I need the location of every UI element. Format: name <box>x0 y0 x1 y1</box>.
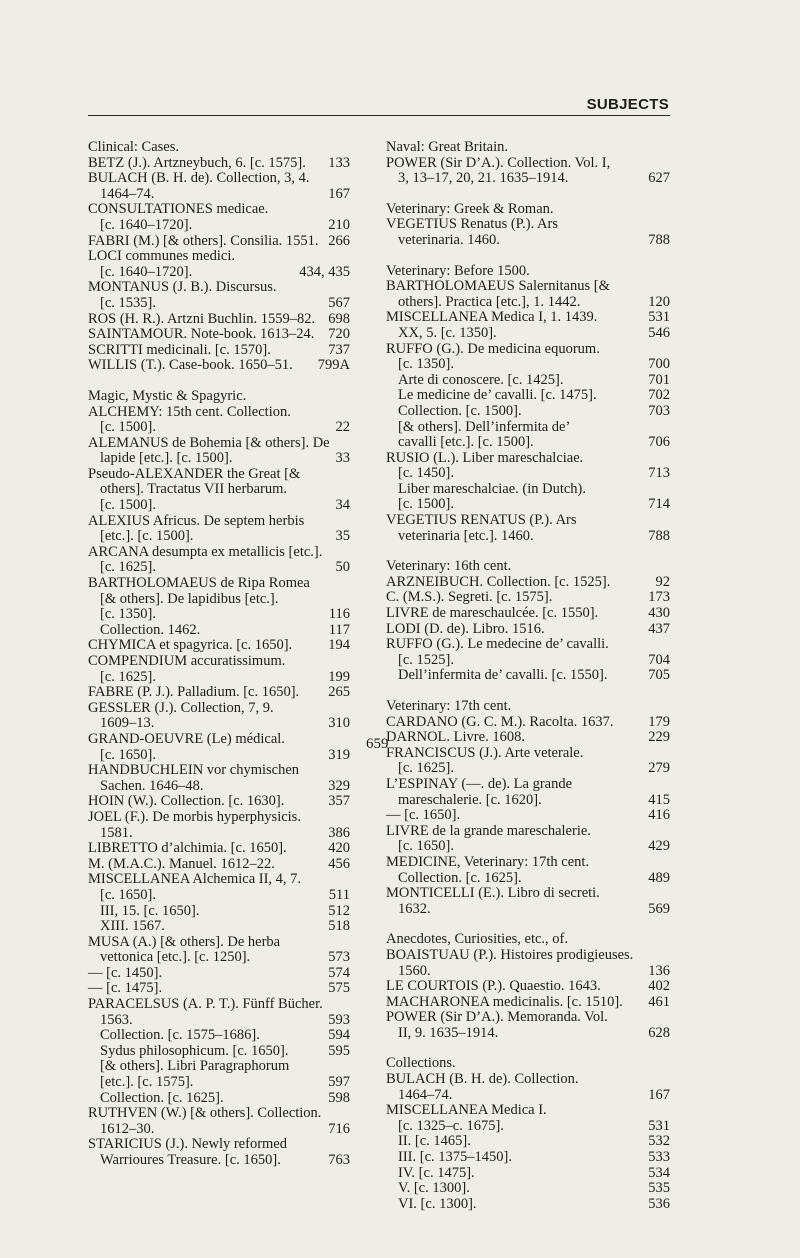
index-entry <box>88 312 350 328</box>
index-entry <box>88 794 350 810</box>
entry-text: V. [c. 1300]. <box>398 1180 470 1197</box>
entry-text: L’ESPINAY (—. de). La grande <box>386 775 573 792</box>
entry-text: [c. 1350]. <box>100 606 156 623</box>
entry-reference-number: 437 <box>648 620 670 637</box>
entry-text: BULACH (B. H. de). Collection, 3, 4. <box>88 170 310 187</box>
section-title: Magic, Mystic & Spagyric. <box>88 387 247 404</box>
entry-text: ALEMANUS de Bohemia [& others]. De <box>88 434 330 451</box>
entry-text: [c. 1525]. <box>398 651 454 668</box>
index-entry <box>386 777 670 808</box>
index-entry <box>386 606 670 622</box>
entry-reference-number: 799A <box>317 357 350 374</box>
entry-reference-number: 329 <box>328 777 350 794</box>
entry-text: MISCELLANEA Medica I. <box>386 1102 547 1119</box>
page-header: SUBJECTS <box>586 96 669 113</box>
entry-text: MUSA (A.) [& others]. De herba <box>88 933 281 950</box>
index-entry <box>88 545 350 576</box>
index-entry <box>88 1028 350 1044</box>
index-entry <box>88 234 350 250</box>
entry-reference-number: 598 <box>328 1089 350 1106</box>
entry-text: LOCI communes medici. <box>88 248 235 265</box>
right-column <box>386 140 670 1227</box>
entry-text: VEGETIUS Renatus (P.). Ars <box>386 216 558 233</box>
entry-text: Warrioures Treasure. [c. 1650]. <box>100 1152 281 1168</box>
entry-reference-number: 50 <box>335 559 350 576</box>
entry-text: LODI (D. de). Libro. 1516. <box>386 620 545 637</box>
index-entry <box>88 623 350 639</box>
index-entry <box>386 668 670 684</box>
index-entry <box>386 1134 670 1150</box>
index-entry <box>386 1103 670 1134</box>
index-entry <box>88 919 350 935</box>
entry-reference-number: 702 <box>648 387 670 404</box>
entry-reference-number: 593 <box>328 1011 350 1028</box>
entry-text: 1560. <box>398 962 431 979</box>
index-entry <box>88 997 350 1028</box>
entry-reference-number: 117 <box>328 621 350 638</box>
entry-reference-number: 266 <box>328 232 350 249</box>
entry-reference-number: 194 <box>328 637 350 654</box>
entry-reference-number: 116 <box>328 606 350 623</box>
section-title: Clinical: Cases. <box>88 139 180 155</box>
entry-text: Collection. [c. 1625]. <box>398 869 522 886</box>
index-entry <box>386 326 670 342</box>
section-title: Veterinary: Greek & Roman. <box>386 200 554 217</box>
index-entry <box>386 808 670 824</box>
entry-text: COMPENDIUM accuratissimum. <box>88 653 286 669</box>
entry-reference-number: 546 <box>648 324 670 341</box>
entry-text: others]. Tractatus VII herbarum. <box>100 481 287 498</box>
entry-text: BETZ (J.). Artzneybuch, 6. [c. 1575]. <box>88 154 306 171</box>
entry-reference-number: 173 <box>648 589 670 606</box>
entry-reference-number: 33 <box>335 450 350 467</box>
index-section <box>386 264 670 545</box>
entry-reference-number: 716 <box>328 1120 350 1137</box>
entry-reference-number: 698 <box>328 310 350 327</box>
entry-text: MEDICINE, Veterinary: 17th cent. <box>386 853 590 870</box>
entry-reference-number: 714 <box>648 496 670 513</box>
entry-reference-number: 167 <box>328 185 350 202</box>
entry-text: [c. 1625]. <box>398 760 454 777</box>
index-entry <box>88 249 350 280</box>
entry-text: M. (M.A.C.). Manuel. 1612–22. <box>88 855 275 872</box>
index-entry <box>386 1197 670 1213</box>
entry-reference-number: 310 <box>328 715 350 732</box>
entry-text: MACHARONEA medicinalis. [c. 1510]. <box>386 993 623 1010</box>
entry-text: [c. 1650]. <box>100 886 156 903</box>
index-entry <box>386 482 670 513</box>
index-section <box>386 1056 670 1212</box>
index-entry <box>88 405 350 436</box>
entry-text: POWER (Sir D’A.). Collection. Vol. I, <box>386 154 611 171</box>
entry-text: [& others]. Libri Paragraphorum <box>100 1058 290 1075</box>
entry-reference-number: 720 <box>328 326 350 343</box>
entry-text: [c. 1625]. <box>100 559 156 576</box>
index-entry <box>386 715 670 731</box>
entry-text: [c. 1650]. <box>398 838 454 855</box>
section-title: Veterinary: Before 1500. <box>386 262 530 279</box>
entry-text: BOAISTUAU (P.). Histoires prodigieuses. <box>386 946 634 963</box>
entry-text: MONTANUS (J. B.). Discursus. <box>88 279 277 296</box>
entry-text: MONTICELLI (E.). Libro di secreti. <box>386 885 600 902</box>
entry-text: RUTHVEN (W.) [& others]. Collection. <box>88 1105 322 1122</box>
entry-text: SCRITTI medicinali. [c. 1570]. <box>88 341 271 358</box>
index-entry <box>386 1166 670 1182</box>
entry-text: CHYMICA et spagyrica. [c. 1650]. <box>88 637 293 654</box>
entry-text: CARDANO (G. C. M.). Racolta. 1637. <box>386 713 614 730</box>
entry-reference-number: 434, 435 <box>299 263 350 280</box>
section-title: Veterinary: 16th cent. <box>386 558 512 575</box>
entry-reference-number: 788 <box>648 231 670 248</box>
entry-text: [etc.]. [c. 1500]. <box>100 528 194 545</box>
entry-reference-number: 512 <box>328 902 350 919</box>
index-entry <box>88 685 350 701</box>
index-entry <box>386 622 670 638</box>
index-entry <box>386 342 670 373</box>
entry-text: — [c. 1475]. <box>88 980 163 997</box>
index-entry <box>88 1106 350 1137</box>
index-section <box>88 389 350 1169</box>
entry-text: [c. 1640–1720]. <box>100 263 193 280</box>
entry-reference-number: 532 <box>648 1133 670 1150</box>
index-entry <box>88 966 350 982</box>
index-entry <box>386 730 670 746</box>
entry-text: LIBRETTO d’alchimia. [c. 1650]. <box>88 840 287 857</box>
index-entry <box>386 451 670 482</box>
entry-text: Collection. [c. 1625]. <box>100 1089 224 1106</box>
entry-text: LIVRE de la grande mareschalerie. <box>386 822 591 839</box>
index-entry <box>386 746 670 777</box>
index-entry <box>386 590 670 606</box>
entry-reference-number: 569 <box>648 900 670 917</box>
index-entry <box>88 638 350 654</box>
entry-text: ARZNEIBUCH. Collection. [c. 1525]. <box>386 573 611 590</box>
entry-text: [& others]. Dell’infermita de’ <box>398 418 571 435</box>
entry-text: II. [c. 1465]. <box>398 1133 471 1150</box>
entry-text: XX, 5. [c. 1350]. <box>398 324 497 341</box>
entry-text: RUSIO (L.). Liber mareschalciae. <box>386 449 584 466</box>
entry-reference-number: 703 <box>648 402 670 419</box>
entry-text: FRANCISCUS (J.). Arte veterale. <box>386 744 584 761</box>
entry-text: MISCELLANEA Alchemica II, 4, 7. <box>88 871 302 888</box>
entry-text: FABRE (P. J.). Palladium. [c. 1650]. <box>88 684 300 701</box>
entry-reference-number: 429 <box>648 838 670 855</box>
entry-reference-number: 179 <box>648 713 670 730</box>
entry-reference-number: 22 <box>335 419 350 436</box>
entry-reference-number: 700 <box>648 356 670 373</box>
entry-text: veterinaria [etc.]. 1460. <box>398 527 534 544</box>
entry-reference-number: 535 <box>648 1180 670 1197</box>
index-entry <box>386 404 670 420</box>
entry-text: BARTHOLOMAEUS Salernitanus [& <box>386 278 610 295</box>
index-entry <box>386 886 670 917</box>
entry-reference-number: 92 <box>655 573 670 590</box>
entry-reference-number: 518 <box>328 918 350 935</box>
entry-text: Collection. [c. 1500]. <box>398 402 522 419</box>
entry-text: HOIN (W.). Collection. [c. 1630]. <box>88 793 285 810</box>
entry-reference-number: 357 <box>328 793 350 810</box>
entry-reference-number: 534 <box>648 1164 670 1181</box>
entry-text: C. (M.S.). Segreti. [c. 1575]. <box>386 589 553 606</box>
index-section <box>386 140 670 187</box>
entry-reference-number: 627 <box>648 170 670 187</box>
entry-reference-number: 701 <box>648 371 670 388</box>
entry-reference-number: 199 <box>328 668 350 685</box>
entry-text: [c. 1500]. <box>398 496 454 513</box>
entry-text: Sachen. 1646–48. <box>100 777 204 794</box>
entry-reference-number: 120 <box>648 293 670 310</box>
entry-text: Le medicine de’ cavalli. [c. 1475]. <box>398 387 597 404</box>
entry-reference-number: 567 <box>328 294 350 311</box>
entry-reference-number: 706 <box>648 434 670 451</box>
entry-reference-number: 575 <box>328 980 350 997</box>
entry-text: ROS (H. R.). Artzni Buchlin. 1559–82. <box>88 310 316 327</box>
entry-reference-number: 461 <box>648 993 670 1010</box>
entry-text: VI. [c. 1300]. <box>398 1195 477 1212</box>
entry-reference-number: 511 <box>328 886 350 903</box>
entry-text: 1464–74. <box>398 1086 453 1103</box>
entry-text: lapide [etc.]. [c. 1500]. <box>100 450 233 467</box>
entry-reference-number: 34 <box>335 497 350 514</box>
entry-text: 1563. <box>100 1011 133 1028</box>
entry-text: [c. 1500]. <box>100 419 156 436</box>
index-entry <box>386 824 670 855</box>
entry-text: Arte di conoscere. [c. 1425]. <box>398 371 564 388</box>
entry-reference-number: 595 <box>328 1042 350 1059</box>
entry-reference-number: 597 <box>328 1074 350 1091</box>
entry-reference-number: 133 <box>328 154 350 171</box>
index-entry <box>88 1044 350 1060</box>
index-entry <box>386 575 670 591</box>
entry-reference-number: 628 <box>648 1024 670 1041</box>
entry-reference-number: 430 <box>648 605 670 622</box>
index-entry <box>386 979 670 995</box>
entry-reference-number: 136 <box>648 962 670 979</box>
entry-text: III, 15. [c. 1650]. <box>100 902 200 919</box>
entry-reference-number: 402 <box>648 978 670 995</box>
index-entry <box>386 1072 670 1103</box>
index-entry <box>88 1091 350 1107</box>
section-title: Naval: Great Britain. <box>386 139 508 155</box>
index-entry <box>386 513 670 544</box>
entry-reference-number: 420 <box>328 840 350 857</box>
entry-reference-number: 594 <box>328 1027 350 1044</box>
page-number: 659 <box>366 736 389 752</box>
entry-reference-number: 713 <box>648 465 670 482</box>
index-entry <box>88 935 350 966</box>
entry-text: vettonica [etc.]. [c. 1250]. <box>100 949 251 966</box>
index-section <box>386 202 670 249</box>
entry-text: BARTHOLOMAEUS de Ripa Romea <box>88 575 310 592</box>
entry-reference-number: 35 <box>335 528 350 545</box>
entry-text: Dell’infermita de’ cavalli. [c. 1550]. <box>398 667 608 684</box>
section-title: Anecdotes, Curiosities, etc., of. <box>386 931 569 948</box>
entry-text: veterinaria. 1460. <box>398 231 500 248</box>
entry-text: VEGETIUS RENATUS (P.). Ars <box>386 512 577 529</box>
entry-text: [etc.]. [c. 1575]. <box>100 1074 194 1091</box>
index-entry <box>88 280 350 311</box>
entry-text: Sydus philosophicum. [c. 1650]. <box>100 1042 289 1059</box>
index-entry <box>386 217 670 248</box>
index-entry <box>88 343 350 359</box>
index-section <box>386 559 670 684</box>
entry-text: 1609–13. <box>100 715 155 732</box>
index-entry <box>88 904 350 920</box>
entry-reference-number: 763 <box>328 1152 350 1168</box>
index-section <box>88 140 350 374</box>
entry-reference-number: 167 <box>648 1086 670 1103</box>
entry-reference-number: 533 <box>648 1149 670 1166</box>
entry-text: [c. 1325–c. 1675]. <box>398 1117 504 1134</box>
entry-text: XIII. 1567. <box>100 918 165 935</box>
entry-text: — [c. 1650]. <box>386 807 461 824</box>
index-entry <box>386 1181 670 1197</box>
index-entry <box>88 202 350 233</box>
header-rule <box>88 115 670 116</box>
index-entry <box>386 995 670 1011</box>
entry-text: II, 9. 1635–1914. <box>398 1024 499 1041</box>
entry-text: RUFFO (G.). Le medecine de’ cavalli. <box>386 636 609 653</box>
entry-reference-number: 704 <box>648 651 670 668</box>
entry-reference-number: 456 <box>328 855 350 872</box>
entry-text: [c. 1350]. <box>398 356 454 373</box>
entry-text: Collection. 1462. <box>100 621 201 638</box>
index-entry <box>88 701 350 732</box>
entry-text: WILLIS (T.). Case-book. 1650–51. <box>88 357 293 374</box>
index-entry <box>88 156 350 172</box>
index-entry <box>386 388 670 404</box>
index-entry <box>386 1150 670 1166</box>
index-entry <box>88 171 350 202</box>
index-entry <box>386 948 670 979</box>
entry-reference-number: 536 <box>648 1195 670 1212</box>
index-entry <box>88 654 350 685</box>
entry-text: BULACH (B. H. de). Collection. <box>386 1071 579 1088</box>
entry-text: 1464–74. <box>100 185 155 202</box>
index-entry <box>386 279 670 310</box>
entry-reference-number: 386 <box>328 824 350 841</box>
entry-text: [c. 1500]. <box>100 497 156 514</box>
index-entry <box>386 855 670 886</box>
index-entry <box>386 420 670 451</box>
index-entry <box>88 872 350 903</box>
entry-text: [c. 1625]. <box>100 668 156 685</box>
index-entry <box>386 310 670 326</box>
entry-text: Collection. [c. 1575–1686]. <box>100 1027 260 1044</box>
left-column <box>88 140 350 1184</box>
entry-reference-number: 319 <box>328 746 350 763</box>
entry-text: STARICIUS (J.). Newly reformed <box>88 1136 287 1153</box>
index-section <box>386 932 670 1041</box>
entry-text: [c. 1650]. <box>100 746 156 763</box>
entry-text: PARACELSUS (A. P. T.). Fünff Bücher. <box>88 996 323 1013</box>
entry-reference-number: 279 <box>648 760 670 777</box>
index-entry <box>88 327 350 343</box>
section-title: Veterinary: 17th cent. <box>386 698 512 714</box>
entry-text: [c. 1450]. <box>398 465 454 482</box>
entry-text: GESSLER (J.). Collection, 7, 9. <box>88 699 274 716</box>
index-entry <box>88 436 350 467</box>
index-entry <box>88 1137 350 1168</box>
entry-text: FABRI (M.) [& others]. Consilia. 1551. <box>88 232 319 249</box>
index-entry <box>88 514 350 545</box>
entry-text: SAINTAMOUR. Note-book. 1613–24. <box>88 326 315 343</box>
index-entry <box>386 156 670 187</box>
index-entry <box>88 857 350 873</box>
entry-reference-number: 705 <box>648 667 670 684</box>
entry-reference-number: 531 <box>648 1117 670 1134</box>
entry-text: mareschalerie. [c. 1620]. <box>398 791 542 808</box>
entry-text: others]. Practica [etc.], 1. 1442. <box>398 293 581 310</box>
entry-text: [c. 1640–1720]. <box>100 216 193 233</box>
entry-text: CONSULTATIONES medicae. <box>88 201 269 218</box>
entry-reference-number: 489 <box>648 869 670 886</box>
entry-reference-number: 229 <box>648 729 670 746</box>
entry-text: MISCELLANEA Medica I, 1. 1439. <box>386 309 598 326</box>
entry-reference-number: 573 <box>328 949 350 966</box>
index-entry <box>386 637 670 668</box>
index-section <box>386 699 670 917</box>
entry-text: 1581. <box>100 824 133 841</box>
index-entry <box>88 732 350 763</box>
entry-text: POWER (Sir D’A.). Memoranda. Vol. <box>386 1009 608 1026</box>
entry-text: GRAND-OEUVRE (Le) médical. <box>88 730 285 747</box>
index-entry <box>88 358 350 374</box>
index-entry <box>88 841 350 857</box>
entry-text: Pseudo-ALEXANDER the Great [& <box>88 465 301 482</box>
index-entry <box>88 576 350 623</box>
entry-reference-number: 416 <box>648 807 670 824</box>
entry-text: RUFFO (G.). De medicina equorum. <box>386 340 600 357</box>
index-entry <box>88 467 350 514</box>
entry-reference-number: 265 <box>328 684 350 701</box>
index-entry <box>386 373 670 389</box>
entry-text: LIVRE de mareschaulcée. [c. 1550]. <box>386 605 599 622</box>
entry-text: IV. [c. 1475]. <box>398 1164 475 1181</box>
entry-text: III. [c. 1375–1450]. <box>398 1149 512 1166</box>
entry-text: — [c. 1450]. <box>88 964 163 981</box>
entry-text: HANDBUCHLEIN vor chymischen <box>88 762 300 779</box>
section-title: Collections. <box>386 1055 456 1072</box>
entry-text: 3, 13–17, 20, 21. 1635–1914. <box>398 170 569 187</box>
entry-text: ALEXIUS Africus. De septem herbis <box>88 512 305 529</box>
entry-text: [c. 1535]. <box>100 294 156 311</box>
entry-reference-number: 415 <box>648 791 670 808</box>
entry-reference-number: 531 <box>648 309 670 326</box>
entry-text: 1632. <box>398 900 431 917</box>
entry-text: DARNOL. Livre. 1608. <box>386 729 525 746</box>
entry-text: ARCANA desumpta ex metallicis [etc.]. <box>88 543 323 560</box>
index-entry <box>88 810 350 841</box>
entry-reference-number: 574 <box>328 964 350 981</box>
entry-text: JOEL (F.). De morbis hyperphysicis. <box>88 808 301 825</box>
entry-reference-number: 788 <box>648 527 670 544</box>
entry-text: LE COURTOIS (P.). Quaestio. 1643. <box>386 978 601 995</box>
index-entry <box>88 981 350 997</box>
entry-text: ALCHEMY: 15th cent. Collection. <box>88 403 291 420</box>
entry-text: Liber mareschalciae. (in Dutch). <box>398 480 587 497</box>
index-entry <box>88 1059 350 1090</box>
entry-text: 1612–30. <box>100 1120 155 1137</box>
entry-text: cavalli [etc.]. [c. 1500]. <box>398 434 534 451</box>
index-entry <box>88 763 350 794</box>
entry-reference-number: 210 <box>328 216 350 233</box>
entry-text: [& others]. De lapidibus [etc.]. <box>100 590 279 607</box>
entry-reference-number: 737 <box>328 341 350 358</box>
index-entry <box>386 1010 670 1041</box>
